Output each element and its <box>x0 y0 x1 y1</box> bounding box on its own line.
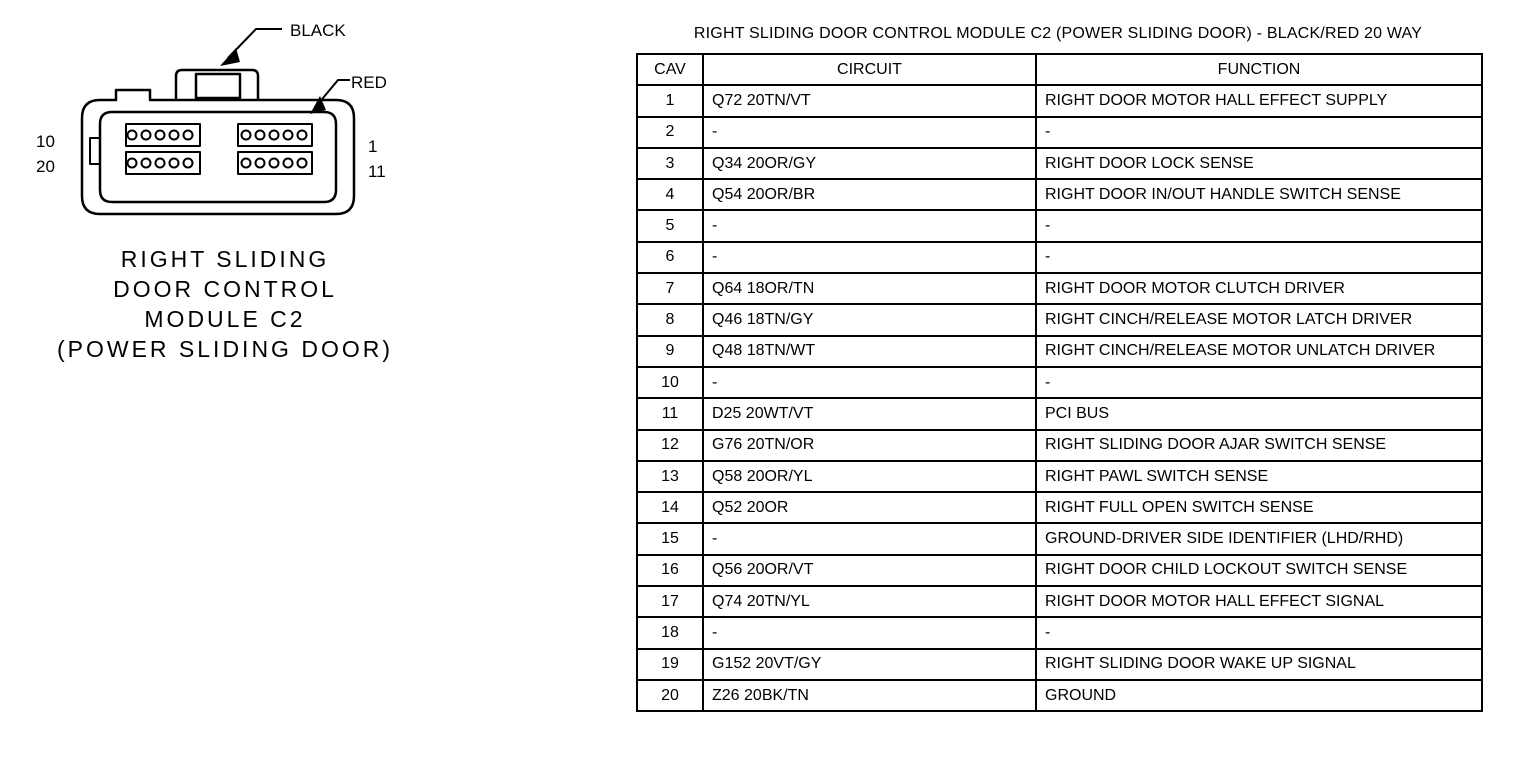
cell-function: RIGHT PAWL SWITCH SENSE <box>1036 461 1482 492</box>
cell-function: GROUND-DRIVER SIDE IDENTIFIER (LHD/RHD) <box>1036 523 1482 554</box>
table-row <box>637 523 1482 554</box>
table-row <box>637 148 1482 179</box>
cell-circuit: Q46 18TN/GY <box>703 304 1036 335</box>
cell-circuit: Q72 20TN/VT <box>703 85 1036 116</box>
cell-cav: 10 <box>637 367 703 398</box>
cell-cav: 19 <box>637 649 703 680</box>
connector-title <box>20 244 430 364</box>
callout-red-label: RED <box>351 73 387 92</box>
table-row <box>637 85 1482 116</box>
table-row <box>637 242 1482 273</box>
connector-title-line-1: RIGHT SLIDING <box>120 246 330 272</box>
cell-cav: 14 <box>637 492 703 523</box>
pin-12 <box>284 159 293 168</box>
cell-cav: 3 <box>637 148 703 179</box>
cell-circuit: G76 20TN/OR <box>703 430 1036 461</box>
cell-circuit: Q34 20OR/GY <box>703 148 1036 179</box>
cell-circuit: G152 20VT/GY <box>703 649 1036 680</box>
callout-black-arrow <box>220 48 240 66</box>
cell-circuit: Q56 20OR/VT <box>703 555 1036 586</box>
pin-8 <box>156 131 165 140</box>
cell-circuit: - <box>703 523 1036 554</box>
cell-circuit: - <box>703 210 1036 241</box>
cell-function: RIGHT SLIDING DOOR WAKE UP SIGNAL <box>1036 649 1482 680</box>
cell-function: RIGHT DOOR LOCK SENSE <box>1036 148 1482 179</box>
cell-circuit: Q52 20OR <box>703 492 1036 523</box>
cell-circuit: Q74 20TN/YL <box>703 586 1036 617</box>
pin-16 <box>184 159 193 168</box>
cell-circuit: - <box>703 617 1036 648</box>
pin-15 <box>242 159 251 168</box>
cell-function: - <box>1036 242 1482 273</box>
cell-function: RIGHT FULL OPEN SWITCH SENSE <box>1036 492 1482 523</box>
pin-6 <box>184 131 193 140</box>
connector-title-line-3: MODULE C2 <box>144 306 306 332</box>
table-row <box>637 304 1482 335</box>
pin-14 <box>256 159 265 168</box>
cell-cav: 2 <box>637 117 703 148</box>
cell-circuit: Q54 20OR/BR <box>703 179 1036 210</box>
table-header-row <box>637 54 1482 85</box>
pin-13 <box>270 159 279 168</box>
cell-cav: 13 <box>637 461 703 492</box>
connector-title-line-4: (POWER SLIDING DOOR) <box>56 336 393 362</box>
cell-cav: 7 <box>637 273 703 304</box>
table-row <box>637 461 1482 492</box>
pin-5 <box>242 131 251 140</box>
pin-9 <box>142 131 151 140</box>
pin-label-10: 10 <box>36 132 55 151</box>
cell-function: RIGHT DOOR MOTOR CLUTCH DRIVER <box>1036 273 1482 304</box>
cell-circuit: D25 20WT/VT <box>703 398 1036 429</box>
pin-4 <box>256 131 265 140</box>
cell-circuit: Q58 20OR/YL <box>703 461 1036 492</box>
pin-10 <box>128 131 137 140</box>
connector-inner-housing <box>100 112 336 202</box>
cell-cav: 8 <box>637 304 703 335</box>
table-row <box>637 555 1482 586</box>
pin-label-11: 11 <box>368 162 386 181</box>
cell-function: RIGHT DOOR IN/OUT HANDLE SWITCH SENSE <box>1036 179 1482 210</box>
cell-cav: 1 <box>637 85 703 116</box>
header-circuit: CIRCUIT <box>703 54 1036 85</box>
cell-circuit: - <box>703 367 1036 398</box>
connector-lock-window <box>196 74 240 98</box>
table-row <box>637 492 1482 523</box>
pin-18 <box>156 159 165 168</box>
cell-function: PCI BUS <box>1036 398 1482 429</box>
cell-circuit: Q48 18TN/WT <box>703 336 1036 367</box>
cell-cav: 5 <box>637 210 703 241</box>
table-title: RIGHT SLIDING DOOR CONTROL MODULE C2 (POWER SLIDING DOOR) - BLACK/RED 20 WAY <box>693 25 1423 42</box>
pin-7 <box>170 131 179 140</box>
pin-1 <box>298 131 307 140</box>
table-row <box>637 398 1482 429</box>
pin-17 <box>170 159 179 168</box>
cell-cav: 17 <box>637 586 703 617</box>
connector-title-line-2: DOOR CONTROL <box>113 276 337 302</box>
pin-label-1: 1 <box>368 137 378 156</box>
cell-cav: 12 <box>637 430 703 461</box>
pin-2 <box>284 131 293 140</box>
table-row <box>637 430 1482 461</box>
cell-function: - <box>1036 367 1482 398</box>
cell-cav: 4 <box>637 179 703 210</box>
connector-side-key <box>90 138 100 164</box>
cell-function: RIGHT SLIDING DOOR AJAR SWITCH SENSE <box>1036 430 1482 461</box>
cell-function: RIGHT DOOR CHILD LOCKOUT SWITCH SENSE <box>1036 555 1482 586</box>
cell-circuit: - <box>703 117 1036 148</box>
pin-11 <box>298 159 307 168</box>
cell-function: - <box>1036 617 1482 648</box>
cell-cav: 11 <box>637 398 703 429</box>
cell-function: RIGHT CINCH/RELEASE MOTOR UNLATCH DRIVER <box>1036 336 1482 367</box>
pin-label-20: 20 <box>36 157 55 176</box>
cell-function: GROUND <box>1036 680 1482 711</box>
cell-function: RIGHT DOOR MOTOR HALL EFFECT SIGNAL <box>1036 586 1482 617</box>
cell-circuit: Q64 18OR/TN <box>703 273 1036 304</box>
table-row <box>637 586 1482 617</box>
header-cav: CAV <box>637 54 703 85</box>
cell-cav: 18 <box>637 617 703 648</box>
cell-function: - <box>1036 210 1482 241</box>
cell-circuit: - <box>703 242 1036 273</box>
cell-circuit: Z26 20BK/TN <box>703 680 1036 711</box>
pin-20 <box>128 159 137 168</box>
cell-cav: 16 <box>637 555 703 586</box>
cell-cav: 20 <box>637 680 703 711</box>
table-row <box>637 210 1482 241</box>
table-row <box>637 617 1482 648</box>
table-row <box>637 179 1482 210</box>
table-row <box>637 117 1482 148</box>
callout-black-label: BLACK <box>290 21 346 40</box>
cell-cav: 15 <box>637 523 703 554</box>
table-row <box>637 336 1482 367</box>
table-row <box>637 680 1482 711</box>
table-row <box>637 367 1482 398</box>
pin-3 <box>270 131 279 140</box>
cell-function: RIGHT DOOR MOTOR HALL EFFECT SUPPLY <box>1036 85 1482 116</box>
cell-function: RIGHT CINCH/RELEASE MOTOR LATCH DRIVER <box>1036 304 1482 335</box>
pin-19 <box>142 159 151 168</box>
connector-diagram <box>0 0 600 380</box>
cell-cav: 6 <box>637 242 703 273</box>
table-row <box>637 273 1482 304</box>
table-row <box>637 649 1482 680</box>
cell-cav: 9 <box>637 336 703 367</box>
cell-function: - <box>1036 117 1482 148</box>
pinout-table <box>636 53 1483 712</box>
header-function: FUNCTION <box>1036 54 1482 85</box>
